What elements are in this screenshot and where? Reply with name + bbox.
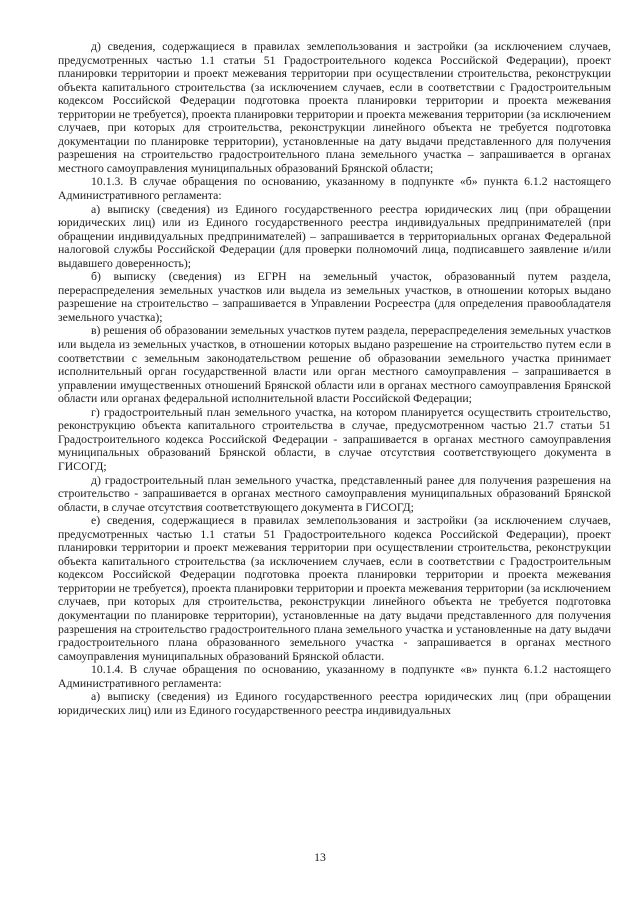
paragraph: 10.1.3. В случае обращения по основанию, указанному в подпункте «б» пункта 6.1.2 настоящего Административного регламента: bbox=[58, 175, 611, 203]
page-number: 13 bbox=[314, 851, 326, 864]
paragraph: д) градостроительный план земельного участка, представленный ранее для получения разрешения на строительство - запрашивается в органах местного самоуправления муниципальных образований Брянской области, в случае отсутствия соответствующего документа в ГИСОГД; bbox=[58, 473, 611, 514]
paragraph: в) решения об образовании земельных участков путем раздела, перераспределения земельных участков или выдела из земельных участков, в отношении которых выдано разрешение на строительство путем если в соответствии с земельным законодательством решение об образовании земельного участка принимает исполнительный орган государственной власти или орган местного самоуправления – запрашивается в управлении имущественных отношений Брянской области или в органах местного самоуправления Брянской области или органах федеральной исполнительной власти Российской Федерации; bbox=[58, 324, 611, 406]
paragraph: г) градостроительный план земельного участка, на котором планируется осуществить строительство, реконструкцию объекта капитального строительства в случае, предусмотренном частью 21.7 статьи 51 Градостроительного кодекса Российской Федерации - запрашивается в органах местного самоуправления муниципальных образований Брянской области, в случае отсутствия соответствующего документа в ГИСОГД; bbox=[58, 405, 611, 473]
document-body bbox=[58, 40, 611, 717]
paragraph: а) выписку (сведения) из Единого государственного реестра юридических лиц (при обращении юридических лиц) или из Единого государственного реестра индивидуальных bbox=[58, 690, 611, 717]
paragraph: 10.1.4. В случае обращения по основанию, указанному в подпункте «в» пункта 6.1.2 настоящего Административного регламента: bbox=[58, 663, 611, 690]
paragraph: а) выписку (сведения) из Единого государственного реестра юридических лиц (при обращении юридических лиц) или из Единого государственного реестра индивидуальных предпринимателей (при обращении индивидуальных предпринимателей) – запрашивается в территориальных органах Федеральной налоговой службы Российской Федерации (для проверки полномочий лица, подписавшего заявление и/или выдавшего доверенность); bbox=[58, 202, 611, 270]
paragraph: е) сведения, содержащиеся в правилах землепользования и застройки (за исключением случаев, предусмотренных частью 1.1 статьи 51 Градостроительного кодекса Российской Федерации), проект планировки территории и проект межевания территории при осуществлении строительства, реконструкции объекта капитального строительства (за исключением случаев, если в соответствии с Градостроительным кодексом Российской Федерации подготовка проекта планировки территории и проекта межевания территории не требуется), проекта планировки территории и проекта межевания территории (за исключением случаев, при которых для строительства, реконструкции линейного объекта не требуется подготовка документации по планировке территории), установленные на дату выдачи представленного для получения разрешения на строительство градостроительного плана земельного участка и установленные на дату выдачи градостроительного плана образованного земельного участка - запрашивается в органах местного самоуправления муниципальных образований Брянской области. bbox=[58, 514, 611, 663]
paragraph: д) сведения, содержащиеся в правилах землепользования и застройки (за исключением случаев, предусмотренных частью 1.1 статьи 51 Градостроительного кодекса Российской Федерации), проект планировки территории и проект межевания территории при осуществлении строительства, реконструкции объекта капитального строительства (за исключением случаев, если в соответствии с Градостроительным кодексом Российской Федерации подготовка проекта планировки территории и проекта межевания территории не требуется), проекта планировки территории и проекта межевания территории (за исключением случаев, при которых для строительства, реконструкции линейного объекта не требуется подготовка документации по планировке территории), установленные на дату выдачи представленного для получения разрешения на строительство градостроительного плана земельного участка – запрашивается в органах местного самоуправления муниципальных образований Брянской области; bbox=[58, 40, 611, 175]
paragraph: б) выписку (сведения) из ЕГРН на земельный участок, образованный путем раздела, перераспределения земельных участков или выдела из земельных участков, в отношении которых выдано разрешение на строительство – запрашивается в Управлении Росреестра (для определения правообладателя земельного участка); bbox=[58, 270, 611, 324]
